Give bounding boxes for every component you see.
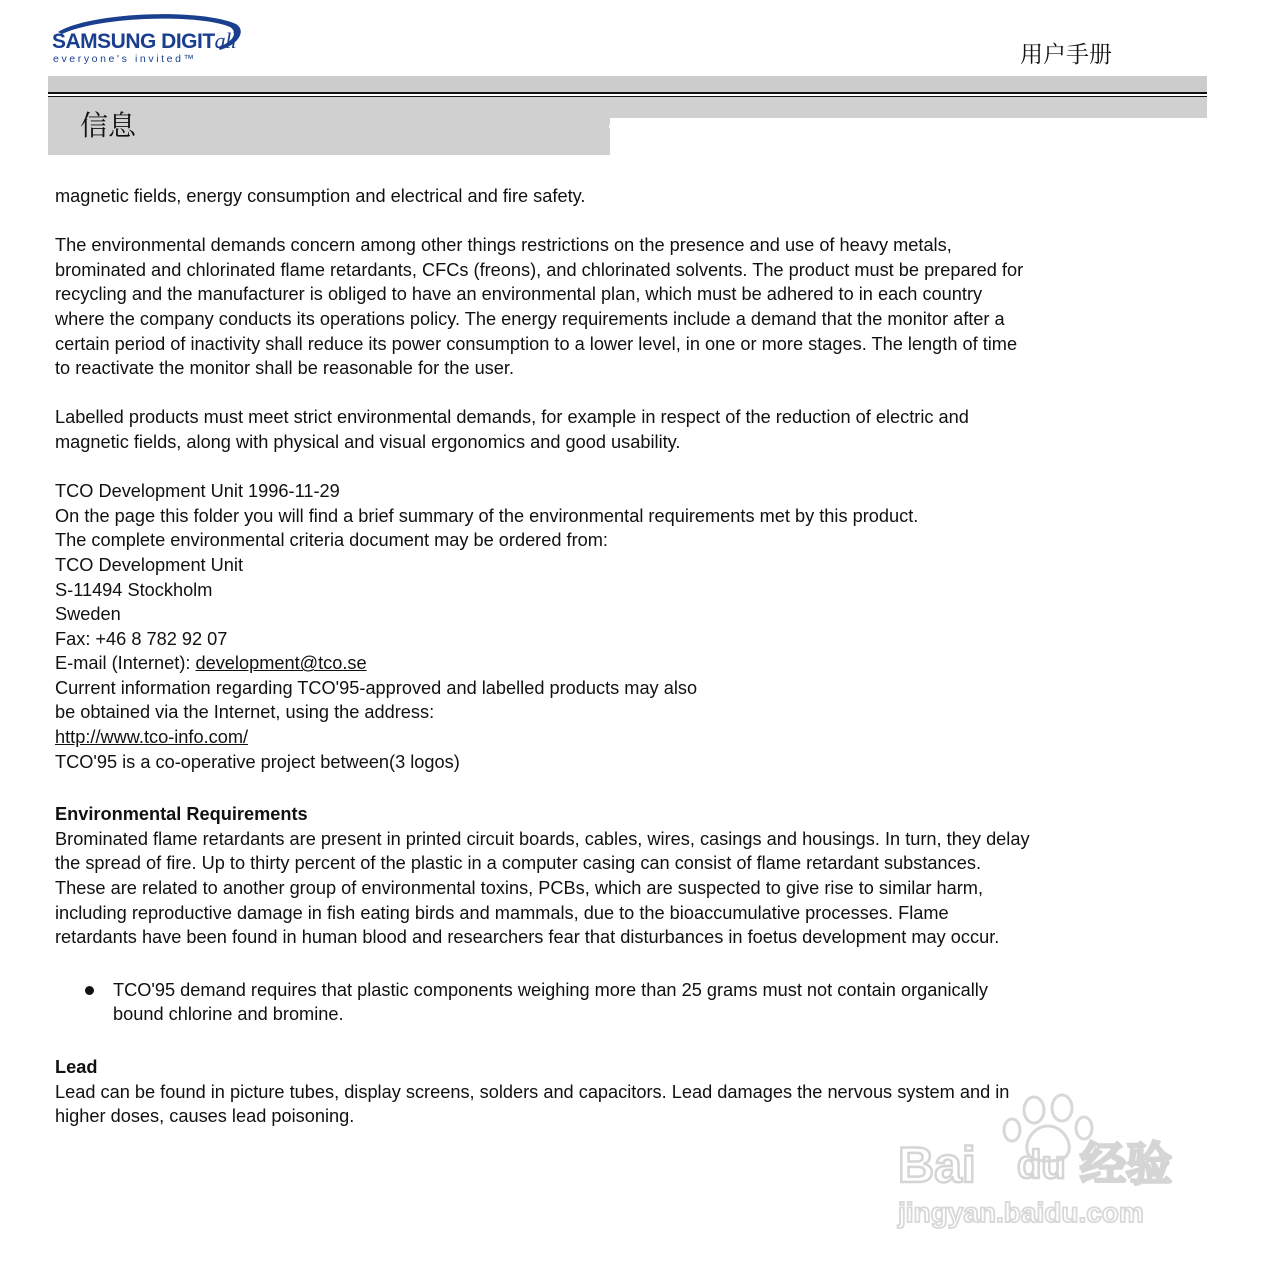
manual-title: 用户手册 xyxy=(1020,42,1112,68)
info-line: The complete environmental criteria document may be ordered from: xyxy=(55,530,608,551)
tco-info-block xyxy=(55,479,1035,774)
header-rule xyxy=(48,92,1207,94)
paragraph-environmental-demands: The environmental demands concern among other things restrictions on the presence and use of heavy metals, brominated and chlorinated flame retardants, CFCs (freons), and chlorinated solvents. The product must be prepared for recycling and the manufacturer is obliged to have an environmental plan, which must be adhered to in each country where the company conducts its operations policy. The energy requirements include a demand that the monitor after a certain period of inactivity shall reduce its power consumption to a lower level, in one or more stages. The length of time to reactivate the monitor shall be reasonable for the user. xyxy=(55,235,1024,379)
paragraph-lead: Lead can be found in picture tubes, display screens, solders and capacitors. Lead damages the nervous system and in higher doses, causes lead poisoning. xyxy=(55,1081,1010,1127)
info-line: Current information regarding TCO'95-approved and labelled products may also xyxy=(55,677,698,698)
info-line: On the page this folder you will find a brief summary of the environmental requirements met by this product. xyxy=(55,505,919,526)
bullet-icon xyxy=(85,986,94,995)
info-line: TCO Development Unit 1996-11-29 xyxy=(55,481,340,502)
env-requirements-heading: Environmental Requirements xyxy=(55,804,308,825)
watermark-url: jingyan.baidu.com xyxy=(898,1197,1144,1228)
lead-heading: Lead xyxy=(55,1057,98,1077)
paragraph-flame-retardants: Brominated flame retardants are present in printed circuit boards, cables, wires, casings and housings. In turn, they delay the spread of fire. Up to thirty percent of the plastic in a computer casing can consist of flame retardant substances. These are related to another group of environmental toxins, PCBs, which are suspected to give rise to similar harm, including reproductive damage in fish eating birds and mammals, due to the bioaccumulative processes. Flame retardants have been found in human blood and researchers fear that disturbances in foetus development may occur. xyxy=(55,828,1030,948)
email-label: E-mail (Internet): xyxy=(55,653,196,674)
tco-website-link[interactable]: http://www.tco-info.com/ xyxy=(55,727,249,748)
paragraph-intro: magnetic fields, energy consumption and electrical and fire safety. xyxy=(55,186,586,206)
section-title: 信息 xyxy=(80,109,137,142)
info-line: be obtained via the Internet, using the address: xyxy=(55,702,435,723)
baidu-watermark xyxy=(880,1090,1200,1240)
samsung-logo xyxy=(50,10,250,70)
fax-line: Fax: +46 8 782 92 07 xyxy=(55,628,228,649)
logo-tagline: everyone's invited™ xyxy=(53,53,197,65)
page-header xyxy=(0,0,1262,160)
email-line xyxy=(55,651,1035,676)
header-right-band xyxy=(609,97,1207,118)
url-line xyxy=(55,725,1035,750)
watermark-brand-du: du xyxy=(1017,1143,1066,1187)
info-line: TCO'95 is a co-operative project between(3 logos) xyxy=(55,751,460,772)
email-link[interactable]: development@tco.se xyxy=(195,653,367,674)
paragraph-labelled-products: Labelled products must meet strict environmental demands, for example in respect of the reduction of electric and magnetic fields, along with physical and visual ergonomics and good usability. xyxy=(55,407,969,452)
info-line: S-11494 Stockholm xyxy=(55,579,213,600)
watermark-brand: Bai xyxy=(898,1137,976,1193)
info-line: Sweden xyxy=(55,604,121,625)
logo-wordmark: SAMSUNG DIGITall xyxy=(52,28,237,53)
list-item xyxy=(55,978,1035,1027)
header-bar xyxy=(48,76,1207,92)
info-line: TCO Development Unit xyxy=(55,554,244,575)
list-item-text: TCO'95 demand requires that plastic components weighing more than 25 grams must not contain organically bound chlorine and bromine. xyxy=(113,979,988,1025)
watermark-brand-cn: 经验 xyxy=(1080,1137,1172,1191)
document-body xyxy=(55,184,1035,1129)
header-right-band-curve xyxy=(609,118,1207,128)
requirements-list xyxy=(55,978,1035,1027)
